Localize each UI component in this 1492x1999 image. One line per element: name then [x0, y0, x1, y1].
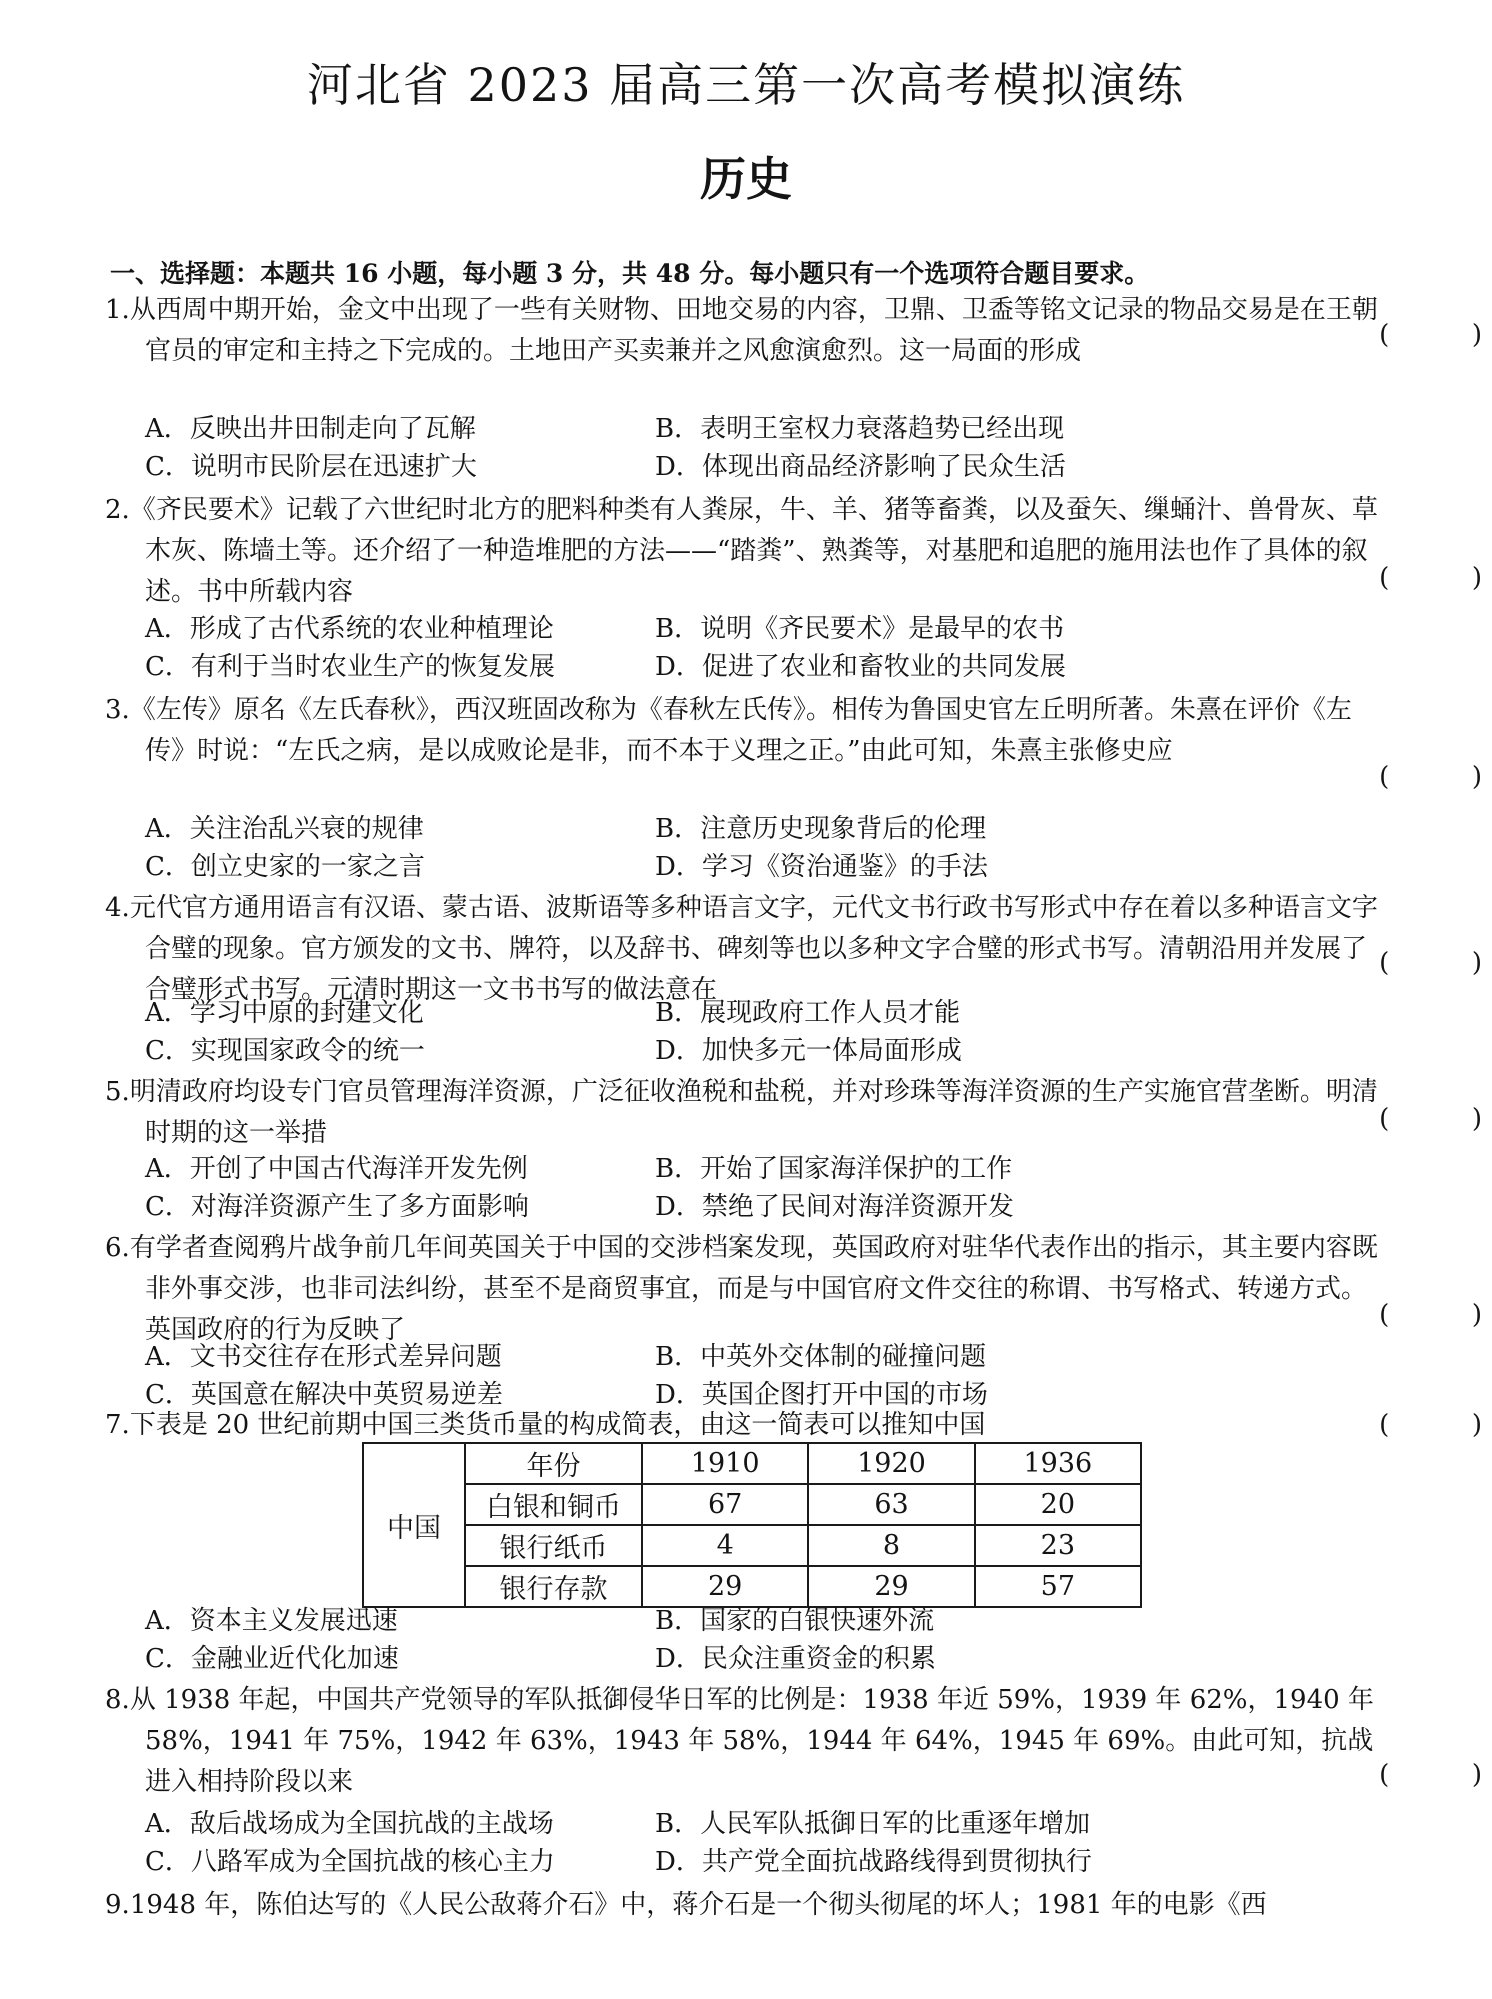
table-cell: 63 [808, 1484, 974, 1525]
option-c: C．英国意在解决中英贸易逆差 [145, 1380, 503, 1410]
options-2 [145, 610, 1245, 686]
question-3 [105, 690, 1385, 772]
answer-blank-5: ( ) [1379, 1104, 1482, 1134]
option-b: B．说明《齐民要术》是最早的农书 [655, 614, 1065, 644]
question-number: 8. [105, 1685, 130, 1715]
question-number: 1. [105, 295, 130, 325]
question-number: 3. [105, 695, 130, 725]
option-a: A．反映出井田制走向了瓦解 [145, 414, 476, 444]
question-2 [105, 490, 1385, 613]
table-header-cell: 1910 [642, 1443, 808, 1484]
table-cell: 67 [642, 1484, 808, 1525]
table-cell: 57 [975, 1566, 1141, 1607]
exam-title: 河北省 2023 届高三第一次高考模拟演练 [306, 58, 1186, 112]
option-d: D．共产党全面抗战路线得到贯彻执行 [655, 1847, 1092, 1877]
option-a: A．关注治乱兴衰的规律 [145, 814, 424, 844]
option-b: B．人民军队抵御日军的比重逐年增加 [655, 1809, 1091, 1839]
option-b: B．国家的白银快速外流 [655, 1606, 935, 1636]
answer-blank-8: ( ) [1379, 1760, 1482, 1790]
option-c: C．对海洋资源产生了多方面影响 [145, 1192, 529, 1222]
option-b: B．注意历史现象背后的伦理 [655, 814, 987, 844]
option-c: C．实现国家政令的统一 [145, 1036, 425, 1066]
question-text: 下表是 20 世纪前期中国三类货币量的构成简表，由这一简表可以推知中国 [129, 1410, 986, 1440]
option-a: A．文书交往存在形式差异问题 [145, 1342, 502, 1372]
question-text: 《左传》原名《左氏春秋》，西汉班固改称为《春秋左氏传》。相传为鲁国史官左丘明所著。朱熹在评价《左传》时说：“左氏之病，是以成败论是非，而不本于义理之正。”由此可知，朱熹主张修史应 [129, 695, 1352, 766]
question-4 [105, 888, 1385, 1011]
question-8 [105, 1680, 1385, 1803]
option-c: C．说明市民阶层在迅速扩大 [145, 452, 477, 482]
question-stem [105, 1885, 1385, 1926]
table-row [363, 1525, 1141, 1566]
question-text: 从 1938 年起，中国共产党领导的军队抵御侵华日军的比例是：1938 年近 59%，1939 年 62%，1940 年 58%，1941 年 75%，1942 年 63%，1943 年 58%，1944 年 64%，1945 年 69%。由此可知，抗战进入相持阶段以来 [129, 1685, 1374, 1797]
option-d: D．学习《资治通鉴》的手法 [655, 852, 988, 882]
question-number: 7. [105, 1410, 130, 1440]
question-number: 4. [105, 893, 130, 923]
question-text: 1948 年，陈伯达写的《人民公敌蒋介石》中，蒋介石是一个彻头彻尾的坏人；1981 年的电影《西 [129, 1890, 1267, 1920]
options-5 [145, 1150, 1245, 1226]
option-c: C．创立史家的一家之言 [145, 852, 425, 882]
table-cell: 白银和铜币 [465, 1484, 642, 1525]
table-header-cell: 年份 [465, 1443, 642, 1484]
option-a: A．资本主义发展迅速 [145, 1606, 398, 1636]
currency-table [362, 1442, 1142, 1608]
table-header-row [363, 1443, 1141, 1484]
option-c: C．金融业近代化加速 [145, 1644, 399, 1674]
table-cell: 23 [975, 1525, 1141, 1566]
table-row-label: 中国 [363, 1443, 465, 1607]
question-text: 《齐民要术》记载了六世纪时北方的肥料种类有人粪尿，牛、羊、猪等畜粪，以及蚕矢、缫蛹汁、兽骨灰、草木灰、陈墙土等。还介绍了一种造堆肥的方法——“踏粪”、熟粪等，对基肥和追肥的施用法也作了具体的叙述。书中所载内容 [129, 495, 1378, 607]
question-stem [105, 490, 1385, 613]
table-header-cell: 1936 [975, 1443, 1141, 1484]
question-number: 2. [105, 495, 130, 525]
question-5 [105, 1072, 1385, 1154]
answer-blank-7: ( ) [1379, 1410, 1482, 1440]
table-header-cell: 1920 [808, 1443, 974, 1484]
answer-blank-4: ( ) [1379, 948, 1482, 978]
question-7 [105, 1405, 1385, 1446]
table-cell: 20 [975, 1484, 1141, 1525]
option-d: D．禁绝了民间对海洋资源开发 [655, 1192, 1014, 1222]
question-stem [105, 888, 1385, 1011]
answer-blank-2: ( ) [1379, 563, 1482, 593]
question-stem [105, 1228, 1385, 1351]
option-b: B．展现政府工作人员才能 [655, 998, 961, 1028]
option-d: D．促进了农业和畜牧业的共同发展 [655, 652, 1066, 682]
question-text: 有学者查阅鸦片战争前几年间英国关于中国的交涉档案发现，英国政府对驻华代表作出的指示，其主要内容既非外事交涉，也非司法纠纷，甚至不是商贸事宜，而是与中国官府文件交往的称谓、书写格式、转递方式。英国政府的行为反映了 [129, 1233, 1378, 1345]
option-d: D．民众注重资金的积累 [655, 1644, 936, 1674]
option-c: C．有利于当时农业生产的恢复发展 [145, 652, 555, 682]
option-c: C．八路军成为全国抗战的核心主力 [145, 1847, 555, 1877]
answer-blank-1: ( ) [1379, 320, 1482, 350]
option-d: D．加快多元一体局面形成 [655, 1036, 962, 1066]
options-7 [145, 1602, 1245, 1678]
option-a: A．形成了古代系统的农业种植理论 [145, 614, 554, 644]
answer-blank-3: ( ) [1379, 762, 1482, 792]
question-text: 从西周中期开始，金文中出现了一些有关财物、田地交易的内容，卫鼎、卫盉等铭文记录的物品交易是在王朝官员的审定和主持之下完成的。土地田产买卖兼并之风愈演愈烈。这一局面的形成 [129, 295, 1378, 366]
table-cell: 8 [808, 1525, 974, 1566]
question-number: 9. [105, 1890, 130, 1920]
options-8 [145, 1805, 1245, 1881]
question-number: 6. [105, 1233, 130, 1263]
question-stem [105, 1072, 1385, 1154]
table-cell: 29 [808, 1566, 974, 1607]
option-a: A．学习中原的封建文化 [145, 998, 424, 1028]
option-b: B．开始了国家海洋保护的工作 [655, 1154, 1013, 1184]
table-cell: 银行纸币 [465, 1525, 642, 1566]
question-text: 明清政府均设专门官员管理海洋资源，广泛征收渔税和盐税，并对珍珠等海洋资源的生产实施官营垄断。明清时期的这一举措 [129, 1077, 1378, 1148]
question-6 [105, 1228, 1385, 1351]
subject-title: 历史 [700, 152, 792, 206]
question-stem [105, 1680, 1385, 1803]
option-a: A．敌后战场成为全国抗战的主战场 [145, 1809, 554, 1839]
question-stem [105, 690, 1385, 772]
question-number: 5. [105, 1077, 130, 1107]
table-row [363, 1484, 1141, 1525]
option-b: B．表明王室权力衰落趋势已经出现 [655, 414, 1065, 444]
option-a: A．开创了中国古代海洋开发先例 [145, 1154, 528, 1184]
question-9 [105, 1885, 1385, 1926]
question-text: 元代官方通用语言有汉语、蒙古语、波斯语等多种语言文字，元代文书行政书写形式中存在着以多种语言文字合璧的现象。官方颁发的文书、牌符，以及辞书、碑刻等也以多种文字合璧的形式书写。清朝沿用并发展了合璧形式书写。元清时期这一文书书写的做法意在 [129, 893, 1378, 1005]
table-row [363, 1566, 1141, 1607]
question-stem [105, 290, 1385, 372]
option-d: D．体现出商品经济影响了民众生活 [655, 452, 1066, 482]
table-cell: 29 [642, 1566, 808, 1607]
question-1 [105, 290, 1385, 372]
options-6 [145, 1338, 1245, 1414]
question-stem [105, 1405, 1385, 1446]
options-4 [145, 994, 1245, 1070]
answer-blank-6: ( ) [1379, 1300, 1482, 1330]
table-cell: 4 [642, 1525, 808, 1566]
options-1 [145, 410, 1245, 486]
section-heading: 一、选择题：本题共 16 小题，每小题 3 分，共 48 分。每小题只有一个选项符合题目要求。 [110, 259, 1150, 288]
option-d: D．英国企图打开中国的市场 [655, 1380, 988, 1410]
table-cell: 银行存款 [465, 1566, 642, 1607]
options-3 [145, 810, 1245, 886]
option-b: B．中英外交体制的碰撞问题 [655, 1342, 987, 1372]
